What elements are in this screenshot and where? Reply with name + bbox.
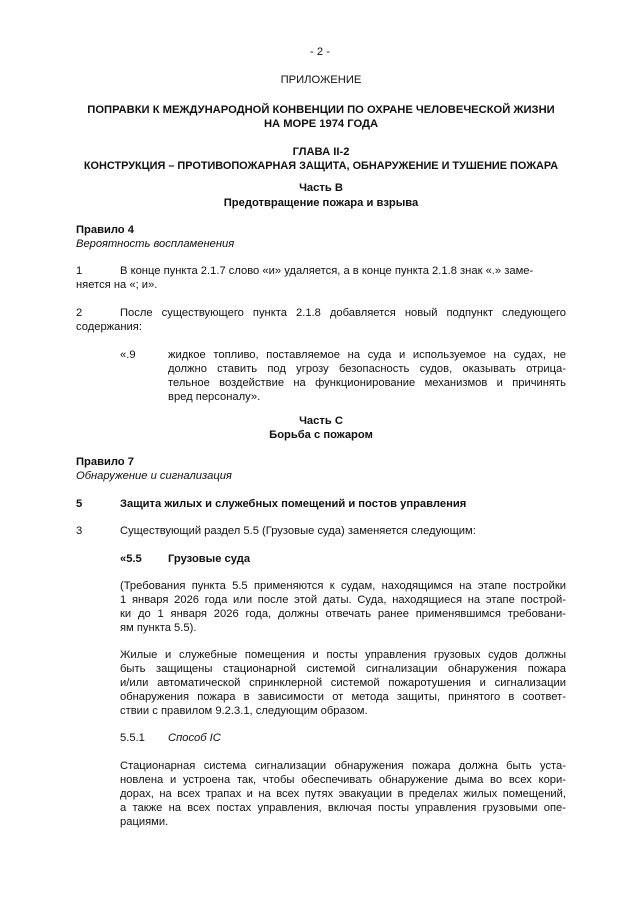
annex-title: ПРИЛОЖЕНИЕ [280, 74, 362, 86]
subitem-9-line: вред персоналу». [168, 391, 261, 403]
regulation-4-subtitle: Вероятность воспламенения [76, 238, 235, 250]
paragraph-3-line: новлена и устроена так, чтобы обеспечивать обнаружение дыма во всех кори- [120, 774, 566, 786]
item-2-line2: содержания: [76, 321, 142, 333]
section-5-5-title: Грузовые суда [168, 553, 251, 565]
paragraph-3-line: Стационарная система сигнализации обнаружения пожара должна быть уста- [120, 760, 566, 772]
paragraph-2-line: и/или автоматической спринклерной системой пожаротушения и сигнализации [120, 677, 566, 689]
paragraph-2-line: быть защищены стационарной системой сигнализации обнаружения пожара [120, 663, 566, 675]
item-1-number: 1 [76, 265, 83, 277]
paragraph-3-line: рациями. [120, 816, 169, 828]
part-c-label: Часть C [299, 415, 343, 427]
section-5-number: 5 [76, 498, 83, 510]
subitem-9-line: жидкое топливо, поставляемое на суда и используемое на судах, не [168, 349, 566, 361]
subitem-9-line: должно ставить под угрозу безопасность судов, оказывать отрица- [168, 363, 566, 375]
section-5-title: Защита жилых и служебных помещений и постов управления [120, 498, 467, 510]
page-number: - 2 - [310, 46, 330, 58]
section-5-5-1-number: 5.5.1 [120, 732, 145, 744]
item-1-line2: няется на «; и». [76, 279, 158, 291]
paragraph-3-line: а также на всех постах управления, включая посты управления грузовыми опе- [120, 802, 566, 814]
paragraph-3-line: дорах, на всех трапах и на всех путях эвакуации в пределах жилых помещений, [120, 788, 566, 800]
part-b-title: Предотвращение пожара и взрыва [223, 197, 419, 209]
paragraph-2-line: обнаружения пожара в зависимости от метода защиты, принятого в соответ- [120, 691, 566, 703]
part-b-label: Часть B [299, 182, 343, 194]
paragraph-2-line: ствии с правилом 9.2.3.1, следующим образом. [120, 705, 368, 717]
subitem-9-number: «.9 [120, 349, 136, 361]
paragraph-1-line: (Требования пункта 5.5 применяются к судам, находящимся на этапе постройки [120, 580, 566, 592]
item-2-number: 2 [76, 307, 83, 319]
paragraph-2-line: Жилые и служебные помещения и посты управления грузовых судов должны [120, 649, 566, 661]
paragraph-1-line: 1 января 2026 года или после этой даты. Суда, находящиеся на этапе построй- [120, 594, 566, 606]
item-3-number: 3 [76, 525, 83, 537]
paragraph-1-line: ки до 1 января 2026 года, должны отвечать ранее применявшимся требовани- [120, 608, 566, 620]
part-c-title: Борьба с пожаром [269, 429, 373, 441]
chapter-title: КОНСТРУКЦИЯ – ПРОТИВОПОЖАРНАЯ ЗАЩИТА, ОБНАРУЖЕНИЕ И ТУШЕНИЕ ПОЖАРА [83, 160, 559, 172]
subitem-9-line: тельное воздействие на функционирование механизмов и причинять [168, 377, 566, 389]
doc-title-line1: ПОПРАВКИ К МЕЖДУНАРОДНОЙ КОНВЕНЦИИ ПО ОХРАНЕ ЧЕЛОВЕЧЕСКОЙ ЖИЗНИ [87, 104, 555, 116]
paragraph-1-line: ям пункта 5.5). [120, 622, 197, 634]
section-5-5-number: «5.5 [120, 553, 142, 565]
item-1-line1: В конце пункта 2.1.7 слово «и» удаляется, а в конце пункта 2.1.8 знак «.» заме- [120, 265, 534, 277]
regulation-7-label: Правило 7 [76, 456, 134, 468]
doc-title-line2: НА МОРЕ 1974 ГОДА [263, 118, 379, 130]
regulation-7-subtitle: Обнаружение и сигнализация [76, 470, 232, 482]
item-2-line1: После существующего пункта 2.1.8 добавляется новый подпункт следующего [120, 307, 566, 319]
item-3-text: Существующий раздел 5.5 (Грузовые суда) заменяется следующим: [120, 525, 476, 537]
section-5-5-1-title: Способ IC [168, 732, 221, 744]
chapter-number: ГЛАВА II-2 [292, 146, 350, 158]
regulation-4-label: Правило 4 [76, 224, 134, 236]
